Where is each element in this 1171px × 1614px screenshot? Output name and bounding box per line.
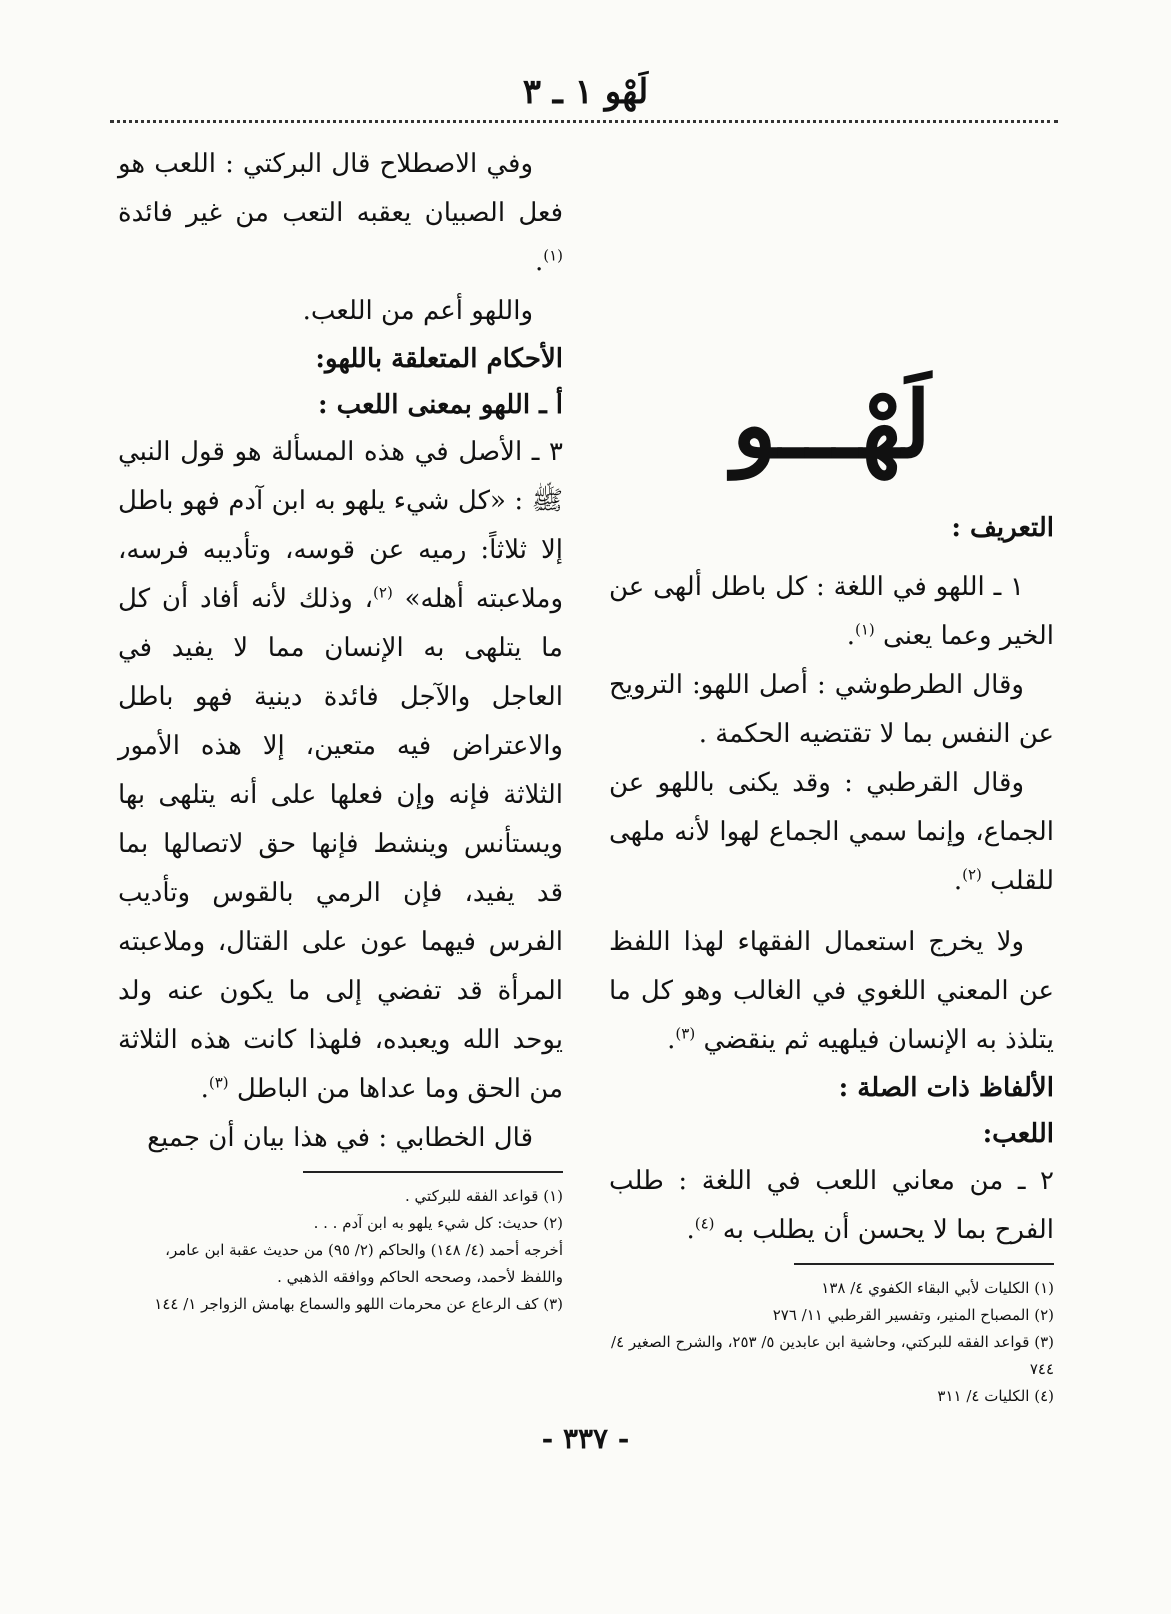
footnote: (٢) حديث: كل شيء يلهو به ابن آدم . . . <box>313 1214 563 1232</box>
period: . <box>846 621 855 651</box>
paragraph-text: ، وذلك لأنه أفاد أن كل ما يتلهى به الإنسان مما لا يفيد في العاجل والآجل فائدة دينية فهو باطل والاعتراض فيه متعين، إلا هذه الأمور الثلاثة فإنه وإن فعلها على أنه يتلهى بها ويستأنس وينشط فإنها حق لاتصالها بما قد يفيد، فإن الرمي بالقوس وتأديب الفرس فيهما عون على القتال، وملاعبته المرأة قد تفضي إلى ما يكون عنه ولد يوحد الله ويعبده، فلهذا كانت هذه الثلاثة من الحق وما عداها من الباطل <box>118 584 563 1104</box>
footnote-ref: (٣) <box>208 1073 229 1092</box>
definition-heading: التعريف : <box>951 513 1054 543</box>
footnote: (٣) قواعد الفقه للبركتي، وحاشية ابن عابدين ٥/ ٢٥٣، والشرح الصغير ٤/ ٧٤٤ <box>611 1333 1054 1378</box>
footnote-ref: (٤) <box>694 1214 715 1233</box>
footnote-divider <box>794 1263 1054 1265</box>
left-column <box>118 140 563 1318</box>
terminology-paragraph <box>118 140 563 287</box>
paragraph-text: ١ ـ اللهو في اللغة : كل باطل ألهى عن الخير وعما يعنى <box>609 572 1054 651</box>
footnote: (٤) الكليات ٤/ ٣١١ <box>937 1387 1054 1405</box>
period: . <box>534 247 544 277</box>
period: . <box>667 1025 676 1055</box>
footnote: (٣) كف الرعاع عن محرمات اللهو والسماع بهامش الزواجر ١/ ١٤٤ <box>154 1295 563 1313</box>
footnote-ref: (٣) <box>675 1024 696 1043</box>
play-subheading: اللعب: <box>982 1119 1054 1149</box>
paragraph-text: وفي الاصطلاح قال البركتي : اللعب هو فعل الصبيان يعقبه التعب من غير فائدة <box>118 149 563 228</box>
footnote: (٢) المصباح المنير، وتفسير القرطبي ١١/ ٢٧٦ <box>772 1306 1054 1324</box>
running-header: لَهْو ١ ـ ٣ <box>522 72 649 112</box>
header-dotted-divider <box>110 120 1058 123</box>
period: . <box>200 1074 209 1104</box>
period: . <box>953 866 963 896</box>
definition-paragraph-1 <box>609 563 1054 661</box>
entry-title: لَهْـــو <box>732 371 931 479</box>
footnote-divider <box>303 1171 563 1173</box>
paragraph-text: ٣ ـ الأصل في هذه المسألة هو قول النبي ﷺ : «كل شيء يلهو به ابن آدم فهو باطل إلا ثلاثاً: رميه عن قوسه، وتأديبه فرسه، وملاعبته أهله» <box>118 437 563 614</box>
paragraph-text: ٢ ـ من معاني اللعب في اللغة : طلب الفرح بما لا يحسن أن يطلب به <box>609 1166 1054 1245</box>
paragraph-text: وقال القرطبي : وقد يكنى باللهو عن الجماع، وإنما سمي الجماع لهوا لأنه ملهى للقلب <box>609 768 1054 896</box>
page-number: - ٣٣٧ - <box>541 1422 630 1455</box>
period: . <box>686 1215 695 1245</box>
right-column <box>609 140 1054 1410</box>
definition-paragraph-2: وقال الطرطوشي : أصل اللهو: الترويح عن النفس بما لا تقتضيه الحكمة . <box>609 670 1054 749</box>
rulings-heading: الأحكام المتعلقة باللهو: <box>315 344 563 374</box>
footnote-ref: (١) <box>854 620 875 639</box>
footnote-ref: (٢) <box>962 865 982 884</box>
paragraph-text: ولا يخرج استعمال الفقهاء لهذا اللفظ عن المعني اللغوي في الغالب وهو كل ما يتلذذ به الإنسان فيلهيه ثم ينقضي <box>609 927 1054 1055</box>
definition-paragraph-4 <box>609 918 1054 1065</box>
footnote: (١) قواعد الفقه للبركتي . <box>405 1187 563 1205</box>
rulings-subheading: أ ـ اللهو بمعنى اللعب : <box>317 390 563 420</box>
footnote: (١) الكليات لأبي البقاء الكفوي ٤/ ١٣٨ <box>821 1279 1054 1297</box>
comparison-paragraph: واللهو أعم من اللعب. <box>302 296 533 326</box>
footnote-ref: (٢) <box>373 583 393 602</box>
play-paragraph <box>609 1157 1054 1255</box>
left-footnotes <box>118 1183 563 1318</box>
khattabi-paragraph: قال الخطابي : في هذا بيان أن جميع <box>147 1123 533 1153</box>
ruling-paragraph <box>118 428 563 1114</box>
definition-paragraph-3 <box>609 759 1054 906</box>
footnote-ref: (١) <box>543 246 563 265</box>
footnote: أخرجه أحمد (٤/ ١٤٨) والحاكم (٢/ ٩٥) من حديث عقبة ابن عامر، واللفظ لأحمد، وصححه الحاكم ووافقه الذهبي . <box>165 1241 563 1286</box>
related-terms-heading: الألفاظ ذات الصلة : <box>838 1073 1054 1103</box>
right-footnotes <box>609 1275 1054 1410</box>
